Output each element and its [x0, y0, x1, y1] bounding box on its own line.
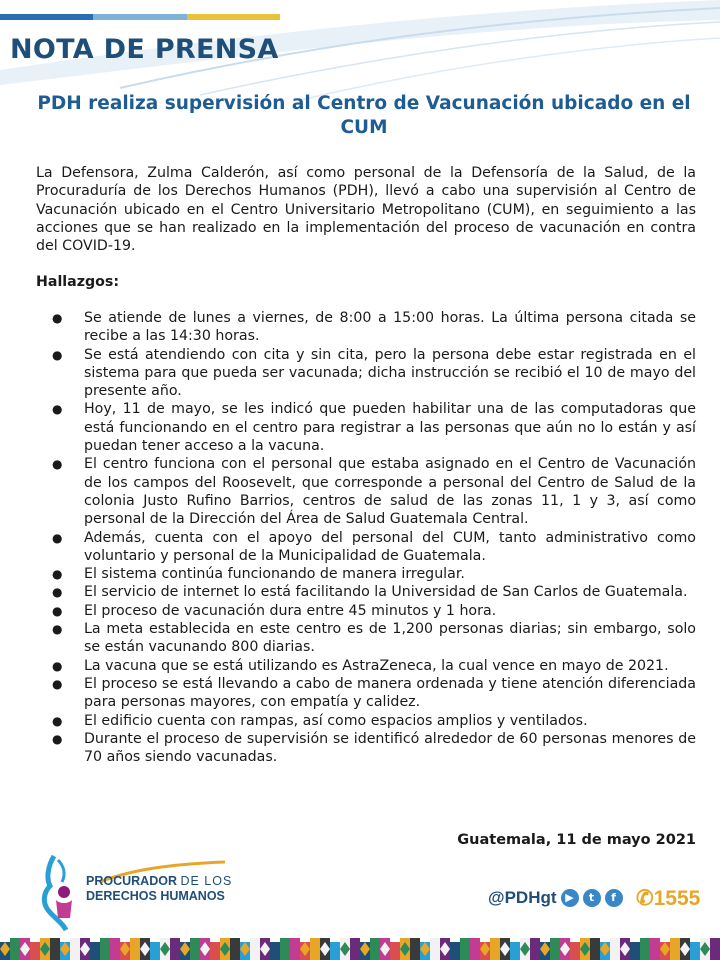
finding-item	[36, 309, 696, 346]
color-bar-segment	[93, 14, 186, 20]
finding-text: Se está atendiendo con cita y sin cita, pero la persona debe estar registrada en el sistema para que pueda ser vacunada; dicha instrucción se recibió el 10 de mayo del presente año.	[84, 346, 696, 400]
textile-stripe	[650, 938, 660, 960]
textile-stripe	[30, 942, 40, 960]
findings-label: Hallazgos:	[36, 274, 120, 290]
bullet-icon: ●	[52, 622, 63, 637]
textile-stripe	[170, 938, 180, 960]
bullet-icon: ●	[52, 530, 63, 545]
findings-list	[36, 309, 696, 766]
logo-line1: PROCURADOR	[86, 874, 177, 888]
bullet-icon: ●	[52, 567, 63, 582]
textile-stripe	[490, 938, 500, 960]
bullet-icon: ●	[52, 731, 63, 746]
textile-stripe	[350, 938, 360, 960]
youtube-icon[interactable]: ▶	[561, 889, 579, 907]
finding-item	[36, 602, 696, 620]
header-color-bar	[0, 14, 280, 20]
textile-stripe	[90, 942, 100, 960]
textile-stripe	[710, 938, 720, 960]
textile-stripe	[590, 938, 600, 960]
finding-item	[36, 565, 696, 583]
bullet-icon: ●	[52, 457, 63, 472]
finding-text: El edificio cuenta con rampas, así como espacios amplios y ventilados.	[84, 712, 588, 729]
finding-text: Hoy, 11 de mayo, se les indicó que pueden habilitar una de las computadoras que está funcionando en el centro para registrar a las personas que aún no lo están y así puedan tener acceso a la vacuna.	[84, 401, 696, 455]
textile-stripe	[270, 942, 280, 960]
finding-item	[36, 455, 696, 528]
finding-text: El servicio de internet lo está facilitando la Universidad de San Carlos de Guatemala.	[84, 584, 688, 601]
textile-stripe	[390, 942, 400, 960]
bullet-icon: ●	[52, 402, 63, 417]
logo-line2: DERECHOS HUMANOS	[86, 889, 225, 903]
textile-stripe	[70, 938, 80, 960]
finding-text: El proceso se está llevando a cabo de manera ordenada y tiene atención diferenciada para personas mayores, con empatía y calidez.	[84, 675, 696, 711]
textile-stripe	[110, 938, 120, 960]
press-headline: PDH realiza supervisión al Centro de Vacunación ubicado en el CUM	[37, 93, 691, 138]
textile-stripe	[250, 938, 260, 960]
finding-item	[36, 583, 696, 601]
bullet-icon: ●	[52, 658, 63, 673]
textile-stripe	[430, 938, 440, 960]
bullet-icon: ●	[52, 713, 63, 728]
finding-text: Durante el proceso de supervisión se identificó alrededor de 60 personas menores de 70 años siendo vacunadas.	[84, 730, 696, 766]
bullet-icon: ●	[52, 347, 63, 362]
social-handle[interactable]: @PDHgt	[488, 888, 557, 907]
textile-stripe	[330, 942, 340, 960]
bullet-icon: ●	[52, 585, 63, 600]
textile-stripe	[630, 942, 640, 960]
finding-text: El centro funciona con el personal que estaba asignado en el Centro de Vacunación de los campos del Roosevelt, que corresponde a personal del Centro de Salud de la colonia Justo Rufino Barrios, centros de salud de las zonas 11, 1 y 3, así como personal de la Dirección del Área de Salud Guatemala Central.	[84, 456, 696, 528]
color-bar-segment	[0, 14, 93, 20]
textile-stripe	[50, 938, 60, 960]
finding-text: Además, cuenta con el apoyo del personal del CUM, tanto administrativo como voluntario y personal de la Municipalidad de Guatemala.	[84, 529, 696, 564]
intro-paragraph: La Defensora, Zulma Calderón, así como personal de la Defensoría de la Salud, de la Procuraduría de los Derechos Humanos (PDH), llevó a cabo una supervisión al Centro de Vacunación ubicado en el Centro Universitario Metropolitano (CUM), en seguimiento a las acciones que se han realizado en la implementación del proceso de vacunación en contra del COVID-19.	[36, 165, 696, 255]
textile-stripe	[610, 938, 620, 960]
facebook-icon[interactable]: f	[605, 889, 623, 907]
textile-stripe	[190, 938, 200, 960]
finding-item	[36, 620, 696, 657]
textile-stripe	[550, 938, 560, 960]
textile-stripe	[150, 942, 160, 960]
finding-item	[36, 400, 696, 455]
textile-stripe	[670, 938, 680, 960]
finding-text: El sistema continúa funcionando de manera irregular.	[84, 566, 465, 583]
textile-stripe	[10, 938, 20, 960]
logo-de-los: DE LOS	[180, 874, 233, 888]
twitter-icon[interactable]: t	[583, 889, 601, 907]
textile-stripe	[510, 942, 520, 960]
phone-number: ✆1555	[636, 887, 701, 910]
finding-item	[36, 730, 696, 767]
finding-item	[36, 346, 696, 401]
social-links	[488, 888, 623, 908]
bullet-icon: ●	[52, 603, 63, 618]
finding-item	[36, 712, 696, 730]
textile-stripe	[530, 938, 540, 960]
bullet-icon: ●	[52, 676, 63, 691]
finding-item	[36, 529, 696, 566]
finding-item	[36, 675, 696, 712]
finding-text: La vacuna que se está utilizando es AstraZeneca, la cual vence en mayo de 2021.	[84, 657, 669, 674]
phone-icon: ✆	[636, 887, 654, 910]
textile-stripe	[570, 942, 580, 960]
textile-stripe	[230, 938, 240, 960]
bullet-icon: ●	[52, 311, 63, 325]
textile-stripe	[450, 942, 460, 960]
pdh-logo-text	[86, 874, 232, 904]
finding-text: El proceso de vacunación dura entre 45 minutos y 1 hora.	[84, 602, 497, 619]
finding-text: La meta establecida en este centro es de 1,200 personas diarias; sin embargo, solo se están vacunando 800 diarias.	[84, 621, 696, 656]
textile-border	[0, 938, 720, 960]
textile-stripe	[210, 942, 220, 960]
textile-stripe	[410, 938, 420, 960]
date-line: Guatemala, 11 de mayo 2021	[457, 832, 696, 848]
page-title: NOTA DE PRENSA	[10, 34, 279, 65]
finding-text: Se atiende de lunes a viernes, de 8:00 a 15:00 horas. La última persona citada se recibe a las 14:30 horas.	[84, 310, 696, 345]
color-bar-segment	[187, 14, 280, 20]
finding-item	[36, 657, 696, 675]
textile-stripe	[130, 938, 140, 960]
textile-stripe	[290, 938, 300, 960]
textile-stripe	[470, 938, 480, 960]
textile-stripe	[370, 938, 380, 960]
textile-stripe	[690, 942, 700, 960]
textile-stripe	[310, 938, 320, 960]
